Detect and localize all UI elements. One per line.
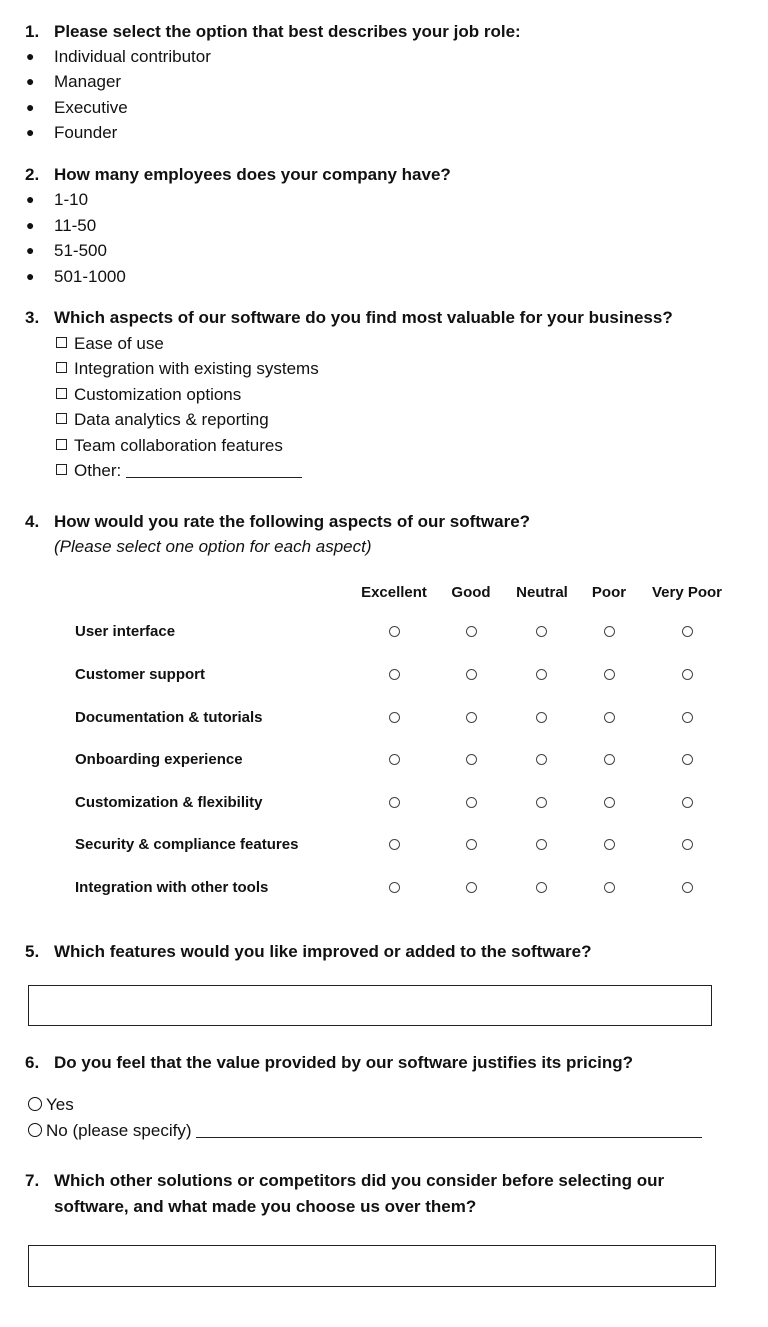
rating-radio[interactable]	[389, 669, 400, 680]
bullet-icon: ●	[26, 268, 35, 284]
rating-row-label: Customization & flexibility	[75, 794, 263, 811]
q3-option[interactable]: Data analytics & reporting	[56, 410, 269, 430]
rating-radio[interactable]	[682, 754, 693, 765]
q3-number: 3.	[25, 308, 40, 327]
bullet-icon: ●	[26, 242, 35, 258]
rating-row-label: Customer support	[75, 666, 206, 683]
bullet-icon: ●	[26, 48, 35, 64]
q3-option-other[interactable]: Other:	[56, 461, 302, 481]
rating-radio[interactable]	[536, 754, 547, 765]
checkbox-icon[interactable]	[56, 413, 67, 424]
q2-option[interactable]: 51-500	[54, 241, 107, 260]
checkbox-icon[interactable]	[56, 464, 67, 475]
rating-column-header: Very Poor	[651, 584, 723, 601]
q2-question: How many employees does your company have?	[54, 165, 451, 184]
bullet-icon: ●	[26, 191, 35, 207]
q6-question: Do you feel that the value provided by our software justifies its pricing?	[54, 1053, 634, 1072]
rating-row-label: User interface	[75, 623, 176, 640]
rating-radio[interactable]	[466, 626, 477, 637]
q1-number: 1.	[25, 22, 40, 41]
bullet-icon: ●	[26, 73, 35, 89]
q2-option[interactable]: 1-10	[54, 190, 89, 209]
rating-radio[interactable]	[389, 797, 400, 808]
checkbox-icon[interactable]	[56, 337, 67, 348]
q1-question: Please select the option that best describes your job role:	[54, 22, 521, 41]
rating-radio[interactable]	[536, 882, 547, 893]
rating-radio[interactable]	[389, 626, 400, 637]
q3-option[interactable]: Team collaboration features	[56, 436, 283, 456]
rating-radio[interactable]	[682, 626, 693, 637]
competitors-answer-box[interactable]	[28, 1245, 716, 1287]
q6-option-no[interactable]: No (please specify)	[28, 1121, 702, 1141]
q7-question-line1: Which other solutions or competitors did you consider before selecting our	[54, 1171, 665, 1190]
other-text-line[interactable]	[126, 463, 302, 478]
checkbox-icon[interactable]	[56, 362, 67, 373]
q1-option[interactable]: Manager	[54, 72, 122, 91]
rating-radio[interactable]	[466, 797, 477, 808]
rating-radio[interactable]	[682, 712, 693, 723]
rating-column-header: Excellent	[361, 584, 427, 601]
bullet-icon: ●	[26, 217, 35, 233]
rating-column-header: Good	[451, 584, 491, 601]
q3-option[interactable]: Customization options	[56, 385, 241, 405]
q2-option[interactable]: 11-50	[54, 216, 97, 235]
rating-radio[interactable]	[604, 669, 615, 680]
q5-question: Which features would you like improved or added to the software?	[54, 942, 592, 961]
q3-question: Which aspects of our software do you find most valuable for your business?	[54, 308, 673, 327]
rating-radio[interactable]	[682, 839, 693, 850]
rating-radio[interactable]	[466, 669, 477, 680]
q2-number: 2.	[25, 165, 40, 184]
bullet-icon: ●	[26, 124, 35, 140]
q2-option[interactable]: 501-1000	[54, 267, 126, 286]
rating-radio[interactable]	[604, 754, 615, 765]
rating-row-label: Integration with other tools	[75, 879, 269, 896]
features-answer-box[interactable]	[28, 985, 712, 1026]
rating-radio[interactable]	[536, 626, 547, 637]
rating-row-label: Documentation & tutorials	[75, 709, 263, 726]
rating-radio[interactable]	[536, 797, 547, 808]
q4-instruction: (Please select one option for each aspect)	[54, 537, 372, 556]
rating-row-label: Security & compliance features	[75, 836, 299, 853]
rating-radio[interactable]	[682, 797, 693, 808]
q1-option[interactable]: Founder	[54, 123, 118, 142]
rating-radio[interactable]	[682, 882, 693, 893]
rating-radio[interactable]	[604, 882, 615, 893]
rating-radio[interactable]	[389, 839, 400, 850]
q7-question-line2: software, and what made you choose us over them?	[54, 1197, 477, 1216]
rating-radio[interactable]	[466, 882, 477, 893]
rating-column-header: Poor	[591, 584, 627, 601]
checkbox-icon[interactable]	[56, 388, 67, 399]
checkbox-icon[interactable]	[56, 439, 67, 450]
rating-radio[interactable]	[536, 839, 547, 850]
rating-radio[interactable]	[389, 712, 400, 723]
rating-radio[interactable]	[604, 626, 615, 637]
q6-number: 6.	[25, 1053, 40, 1072]
q3-option[interactable]: Integration with existing systems	[56, 359, 319, 379]
radio-icon[interactable]	[28, 1097, 42, 1111]
rating-radio[interactable]	[466, 712, 477, 723]
q6-option-yes[interactable]: Yes	[28, 1095, 74, 1115]
rating-radio[interactable]	[466, 839, 477, 850]
rating-row-label: Onboarding experience	[75, 751, 243, 768]
q7-number: 7.	[25, 1171, 40, 1190]
specify-text-line[interactable]	[196, 1123, 702, 1138]
q5-number: 5.	[25, 942, 40, 961]
rating-radio[interactable]	[536, 712, 547, 723]
bullet-icon: ●	[26, 99, 35, 115]
q3-option[interactable]: Ease of use	[56, 334, 164, 354]
rating-radio[interactable]	[604, 712, 615, 723]
radio-icon[interactable]	[28, 1123, 42, 1137]
rating-radio[interactable]	[389, 882, 400, 893]
rating-radio[interactable]	[389, 754, 400, 765]
rating-column-header: Neutral	[516, 584, 568, 601]
q1-option[interactable]: Individual contributor	[54, 47, 211, 66]
q4-question: How would you rate the following aspects of our software?	[54, 512, 531, 531]
q4-number: 4.	[25, 512, 40, 531]
rating-radio[interactable]	[466, 754, 477, 765]
rating-radio[interactable]	[604, 839, 615, 850]
rating-radio[interactable]	[682, 669, 693, 680]
q1-option[interactable]: Executive	[54, 98, 128, 117]
rating-radio[interactable]	[604, 797, 615, 808]
rating-radio[interactable]	[536, 669, 547, 680]
